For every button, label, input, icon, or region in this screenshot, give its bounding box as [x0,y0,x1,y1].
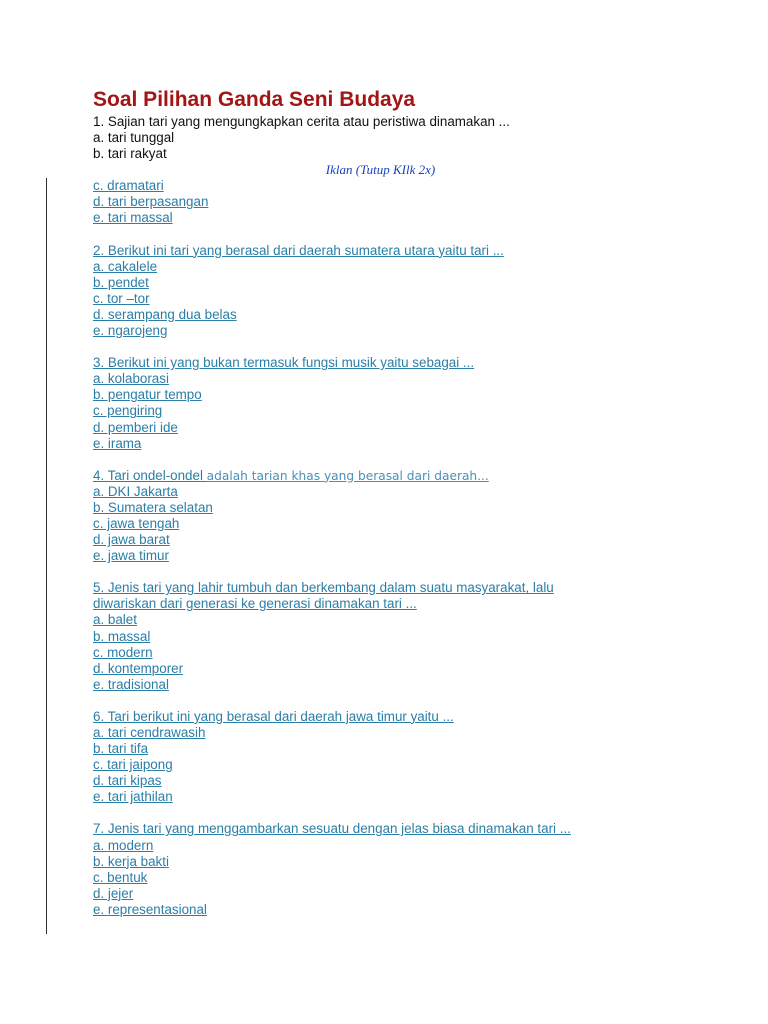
question-6-option-c[interactable]: c. tari jaipong [93,757,173,773]
question-6-option-a[interactable]: a. tari cendrawasih [93,725,206,740]
question-3-option-e[interactable]: e. irama [93,435,142,451]
question-4 [93,468,733,565]
question-5-text-line1[interactable]: 5. Jenis tari yang lahir tumbuh dan berkembang dalam suatu masyarakat, lalu [93,580,554,596]
question-7-option-c[interactable]: c. bentuk [93,869,148,885]
question-7-option-a[interactable]: a. modern [93,837,154,853]
question-4-option-b[interactable]: b. Sumatera selatan [93,499,213,515]
question-7 [93,821,733,918]
document-content [93,86,733,918]
question-7-option-d[interactable]: d. jejer [93,885,134,901]
question-1-option-a: a. tari tunggal [93,130,175,146]
question-5-option-a[interactable]: a. balet [93,612,137,628]
question-6-option-b[interactable]: b. tari tifa [93,741,149,757]
question-5-option-e[interactable]: e. tradisional [93,676,169,692]
ad-close-link[interactable]: Iklan (Tutup KIlk 2x) [325,162,436,178]
question-3-option-d[interactable]: d. pemberi ide [93,419,178,435]
question-6-text[interactable]: 6. Tari berikut ini yang berasal dari daerah jawa timur yaitu ... [93,708,454,724]
question-4-text-part1[interactable]: 4. Tari ondel-ondel [93,467,207,483]
question-5 [93,580,733,693]
left-margin-rule [46,178,47,934]
question-7-option-e[interactable]: e. representasional [93,901,207,917]
question-5-option-d[interactable]: d. kontemporer [93,660,184,676]
question-4-option-d[interactable]: d. jawa barat [93,532,170,548]
question-7-option-b[interactable]: b. kerja bakti [93,853,169,869]
question-3-text[interactable]: 3. Berikut ini yang bukan termasuk fungsi musik yaitu sebagai ... [93,355,475,371]
question-1-option-e[interactable]: e. tari massal [93,210,173,226]
question-1-option-d[interactable]: d. tari berpasangan [93,194,209,210]
question-1-option-c[interactable]: c. dramatari [93,178,164,194]
question-2-option-b[interactable]: b. pendet [93,274,149,290]
question-3-option-b[interactable]: b. pengatur tempo [93,387,202,403]
question-3-option-c[interactable]: c. pengiring [93,403,163,419]
question-3-option-a[interactable]: a. kolaborasi [93,371,169,387]
question-2-option-c[interactable]: c. tor –tor [93,290,150,306]
page-title: Soal Pilihan Ganda Seni Budaya [93,88,416,111]
question-5-text-line2[interactable]: diwariskan dari generasi ke generasi dinamakan tari ... [93,596,417,612]
question-6-option-d[interactable]: d. tari kipas [93,773,162,789]
question-2 [93,243,733,340]
question-2-text[interactable]: 2. Berikut ini tari yang berasal dari daerah sumatera utara yaitu tari ... [93,242,504,258]
question-1 [93,114,733,227]
question-4-option-e[interactable]: e. jawa timur [93,548,169,564]
question-6 [93,709,733,806]
question-4-option-a[interactable]: a. DKI Jakarta [93,483,178,499]
question-7-text[interactable]: 7. Jenis tari yang menggambarkan sesuatu dengan jelas biasa dinamakan tari ... [93,821,571,837]
question-2-option-d[interactable]: d. serampang dua belas [93,306,237,322]
question-2-option-a[interactable]: a. cakalele [93,258,158,274]
question-3 [93,355,733,452]
question-1-text: 1. Sajian tari yang mengungkapkan cerita atau peristiwa dinamakan ... [93,114,510,129]
question-5-option-b[interactable]: b. massal [93,628,151,644]
question-1-option-b: b. tari rakyat [93,146,167,162]
question-4-text-part2[interactable]: adalah tarian khas yang berasal dari daerah... [206,468,489,483]
question-4-option-c[interactable]: c. jawa tengah [93,515,180,531]
question-2-option-e[interactable]: e. ngarojeng [93,323,168,339]
question-6-option-e[interactable]: e. tari jathilan [93,789,173,805]
question-5-option-c[interactable]: c. modern [93,644,153,660]
